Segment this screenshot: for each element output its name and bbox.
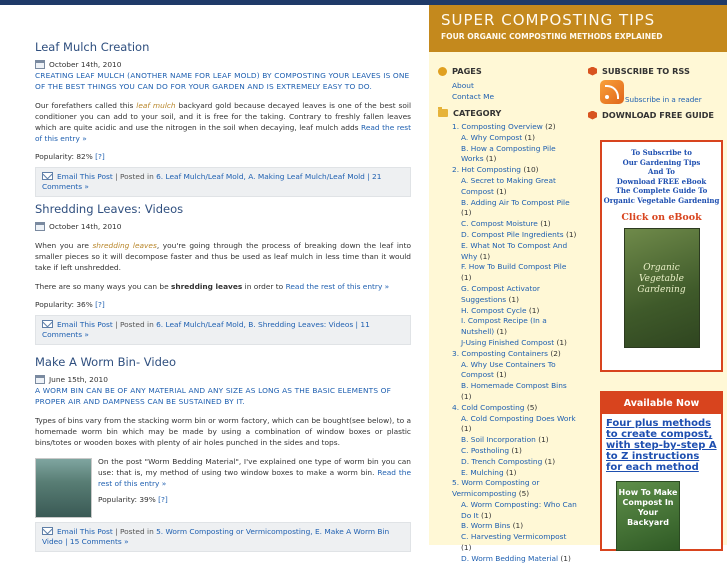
ebook-cover-image[interactable] [624,228,700,348]
popularity-text: Popularity: 36% [35,300,96,309]
category-count: (1) [496,370,507,380]
category-label[interactable]: B. Adding Air To Compost Pile [461,197,570,207]
category-item[interactable] [438,403,578,414]
category-item[interactable] [438,122,578,133]
popularity-help-link[interactable]: [?] [158,495,168,504]
download-bullet-icon [588,111,597,120]
category-item[interactable] [438,316,578,327]
category-label[interactable]: C. Harvesting Vermicompost [461,532,567,542]
category-item[interactable] [438,241,578,252]
post-paragraph [35,281,411,292]
category-count: (1) [556,337,567,347]
category-item[interactable] [438,360,578,371]
category-item[interactable] [438,338,578,349]
category-item[interactable] [438,500,578,511]
category-heading [438,108,578,118]
post-title[interactable]: Leaf Mulch Creation [35,40,150,54]
category-item[interactable] [438,208,578,219]
post-date [35,222,411,231]
category-item[interactable] [438,381,578,403]
category-links[interactable]: 5. Worm Composting or Vermicomposting, E. Make A Worm Bin Video [42,527,390,546]
post-worm-bin [35,355,411,552]
ebook-cta[interactable]: Click on eBook [621,212,702,223]
category-label[interactable]: 5. Worm Composting or [452,478,540,488]
category-label[interactable]: Do It [461,510,481,520]
category-label[interactable]: Compost [461,370,497,380]
category-label[interactable]: B. Soil Incorporation [461,435,539,445]
ebook-line: Our Gardening Tips [622,157,701,167]
category-label[interactable]: J-Using Finished Compost [461,337,557,347]
available-now-link[interactable]: Four plus methods to create compost, with step-by-step A to Z instructions for each method [606,418,717,473]
mail-icon [42,172,53,180]
category-count: (1) [461,208,472,218]
post-title[interactable]: Shredding Leaves: Videos [35,202,184,216]
category-item[interactable] [438,165,578,176]
post-shredding-leaves [35,202,411,345]
category-count: (1) [496,327,508,337]
category-label[interactable]: D. Worm Bedding Material [461,553,561,563]
category-count: (1) [461,391,472,401]
category-count: (1) [485,154,497,164]
category-label[interactable]: 3. Composting Containers [452,348,551,358]
popularity-help-link[interactable]: [?] [95,300,105,309]
category-item[interactable] [438,446,578,457]
post-date-text: October 14th, 2010 [49,60,122,69]
para-emphasis: leaf mulch [136,101,176,110]
category-item[interactable] [438,327,578,338]
category-item[interactable] [438,511,578,522]
category-links[interactable]: 6. Leaf Mulch/Leaf Mold, A. Making Leaf Mulch/Leaf Mold [156,172,365,181]
category-item[interactable] [438,468,578,479]
category-label[interactable]: 4. Cold Composting [452,402,527,412]
category-label[interactable]: B. How a Composting Pile [461,143,556,153]
category-item[interactable] [438,198,578,209]
category-list [438,122,578,565]
category-label[interactable]: C. Postholing [461,445,512,455]
category-count: (1) [544,456,556,466]
category-item[interactable] [438,521,578,532]
category-count: (2) [545,122,556,131]
pages-bullet-icon [438,67,447,76]
download-heading-text: DOWNLOAD FREE GUIDE [602,110,715,120]
ebook-cover-title: Organic Vegetable Gardening [637,263,686,295]
sidebar-right-column [588,66,724,124]
category-label[interactable]: A. Worm Composting: Who Can [461,499,577,509]
comments-link[interactable]: | 15 Comments » [62,537,129,546]
category-label[interactable]: Suggestions [461,294,509,304]
email-post-link[interactable]: Email This Post [57,172,113,181]
comments-link[interactable]: | 21 Comments » [42,172,382,191]
download-heading [588,110,724,120]
category-links[interactable]: 6. Leaf Mulch/Leaf Mold, B. Shredding Leaves: Videos [156,320,354,329]
category-label[interactable]: B. Worm Bins [461,521,513,531]
page-link-about[interactable]: About [452,81,474,90]
category-item[interactable] [438,262,578,273]
comments-link[interactable]: | 11 Comments » [42,320,370,339]
category-item[interactable] [438,424,578,435]
popularity-text: Popularity: 82% [35,152,96,161]
post-date [35,60,411,69]
category-label[interactable]: 2. Hot Composting [452,165,524,175]
post-media-block [35,456,411,522]
para-emphasis: shredding leaves [92,241,157,250]
sidebar [429,5,727,563]
category-item[interactable] [438,414,578,425]
category-count: (1) [565,229,577,239]
category-item[interactable] [438,478,578,489]
post-leaf-mulch [35,40,411,197]
category-item[interactable] [438,489,578,500]
category-label[interactable]: D. Trench Composting [461,456,545,466]
category-count: (1) [538,435,549,445]
posted-in-label: | Posted in [112,320,157,329]
category-label[interactable]: A. Why Compost [461,132,525,142]
para-text: in order to [242,282,286,291]
site-title[interactable]: SUPER COMPOSTING TIPS [441,11,656,29]
ebook-line: To Subscribe to [631,148,692,157]
category-count: (1) [496,186,507,196]
mail-icon [42,527,53,535]
rss-heading [588,66,724,76]
popularity-text: Popularity: 39% [98,495,159,504]
folder-icon [438,109,448,117]
ebook-line: The Complete Guide To [615,186,708,195]
ebook-promo[interactable] [600,140,723,372]
posted-in-label: | Posted in [112,172,157,181]
ebook-line: Organic Vegetable Gardening [603,195,720,205]
pages-list [438,80,578,102]
category-label[interactable]: Nutshell) [461,327,497,337]
compost-book-image[interactable] [616,481,680,551]
read-more-link[interactable]: Read the rest of this entry » [35,123,411,143]
category-count: (1) [511,445,522,455]
category-item[interactable] [438,306,578,317]
post-paragraph [35,100,411,144]
posted-in-label: | Posted in [112,527,157,536]
category-label[interactable]: Vermicomposting [452,489,519,499]
calendar-icon [35,375,45,384]
category-item[interactable] [438,187,578,198]
ebook-line: And To [648,167,675,176]
category-item[interactable] [438,370,578,381]
available-now-promo[interactable] [600,391,723,551]
category-count: (1) [481,510,492,520]
main-content [0,5,429,545]
para-text: On the post "Worm Bedding Material", I've explained one type of worm bin you can use: that is, my method of using two window boxes to make a worm bin. [98,457,411,477]
category-count: (5) [526,402,538,412]
post-title[interactable]: Make A Worm Bin- Video [35,355,176,369]
mail-icon [42,320,53,328]
rss-feed-icon[interactable] [600,80,624,104]
category-count: (1) [540,219,551,229]
category-label[interactable]: Works [461,154,486,164]
category-count: (1) [461,543,472,553]
para-text: Our forefathers called this [35,101,137,110]
post-meta [35,315,411,345]
page-link-contact[interactable]: Contact Me [452,92,495,101]
category-label[interactable]: B. Homemade Compost Bins [461,381,567,391]
post-meta [35,167,411,197]
compost-book-title: How To Make Compost In Your Backyard [618,488,678,527]
category-label[interactable]: C. Compost Moisture [461,219,541,229]
para-text: , you're going through the process of breaking down the leaf into smaller pieces so it will decompose faster and thus be used as leaf mulch in less time than it would take if left unshredded. [35,241,411,272]
category-count: (1) [512,521,524,531]
category-item[interactable] [438,144,578,155]
site-tagline: FOUR ORGANIC COMPOSTING METHODS EXPLAINED [441,32,663,41]
category-label[interactable]: G. Compost Activator [461,283,540,293]
post-lead: CREATING LEAF MULCH (ANOTHER NAME FOR LEAF MOLD) BY COMPOSTING YOUR LEAVES IS ONE OF THE BEST THINGS YOU CAN DO FOR YOUR GARDEN AND IS EXTREMELY EASY TO DO. [35,71,410,91]
ebook-line: Download FREE eBook [616,176,707,186]
post-meta [35,522,411,552]
para-text: When you are [35,241,93,250]
email-post-link[interactable]: Email This Post [57,527,113,536]
category-label[interactable]: I. Compost Recipe (In a [461,316,547,326]
category-item[interactable] [438,435,578,446]
calendar-icon [35,222,45,231]
rss-subscribe-link[interactable]: Subscribe in a reader [625,95,702,104]
category-item[interactable] [438,133,578,144]
worm-bin-thumbnail[interactable] [35,458,92,518]
read-more-link[interactable]: Read the rest of this entry » [98,468,411,488]
read-more-link[interactable]: Read the rest of this entry » [285,282,390,291]
popularity-help-link[interactable]: [?] [95,152,105,161]
category-count: (5) [518,489,530,499]
popularity [35,300,411,309]
category-label[interactable]: A. Secret to Making Great [461,175,556,185]
post-date [35,375,411,384]
category-label[interactable]: A. Cold Composting Does Work [461,413,576,423]
pages-heading [438,66,578,76]
category-item[interactable] [438,349,578,360]
category-label[interactable]: H. Compost Cycle [461,305,529,315]
category-item[interactable] [438,273,578,284]
category-label[interactable]: Compost [461,186,497,196]
category-count: (1) [461,273,472,283]
popularity [35,152,411,161]
category-count: (1) [508,294,519,304]
category-label[interactable]: 1. Composting Overview [452,122,546,131]
para-text: backyard gold because decayed leaves is one of the best soil conditioner you can add to your soil, and it is free for the taking. Contrary to freshly fallen leaves which are quite acidic and use the nitrogen in the soil when decaying, leaf mulch adds [35,101,412,132]
category-item[interactable] [438,230,578,241]
calendar-icon [35,60,45,69]
sidebar-left-column [438,66,578,565]
post-paragraph: Types of bins vary from the stacking worm bin or worm factory, which can be bought(see below), to a homemade worm bin which may be made by using a combination of window boxes or plastic bins/totes or wooden boxes with plenty of air holes punched in the sides and tops. [35,416,412,447]
category-heading-text: CATEGORY [453,108,502,118]
post-paragraph [35,240,411,273]
category-count: (1) [479,251,491,261]
category-item[interactable] [438,219,578,230]
category-label[interactable]: F. How To Build Compost Pile [461,262,567,272]
available-now-heading: Available Now [602,393,721,414]
category-label[interactable]: D. Compost Pile Ingredients [461,229,566,239]
category-label[interactable]: A. Why Use Containers To [461,359,556,369]
rss-heading-text: SUBSCRIBE TO RSS [602,66,690,76]
category-label[interactable]: Why [461,251,480,261]
para-bold: shredding leaves [170,282,243,291]
pages-heading-text: PAGES [452,66,482,76]
category-count: (10) [523,165,539,175]
category-count: (1) [506,467,517,477]
category-item[interactable] [438,252,578,263]
category-count: (1) [528,305,540,315]
category-item[interactable] [438,532,578,554]
post-date-text: October 14th, 2010 [49,222,122,231]
category-count: (1) [560,553,571,563]
category-label[interactable]: E. Mulching [461,467,507,477]
category-count: (2) [550,348,561,358]
para-text: There are so many ways you can be [35,282,171,291]
post-lead: A WORM BIN CAN BE OF ANY MATERIAL AND ANY SIZE AS LONG AS THE BASIC ELEMENTS OF PROPER AIR AND DAMPNESS CAN BE SUSTAINED BY IT. [35,386,392,406]
category-item[interactable] [438,284,578,295]
category-item[interactable] [438,154,578,165]
post-date-text: June 15th, 2010 [49,375,108,384]
category-count: (1) [461,424,472,434]
rss-bullet-icon [588,67,597,76]
category-item[interactable] [438,295,578,306]
category-count: (1) [524,132,536,142]
email-post-link[interactable]: Email This Post [57,320,113,329]
category-item[interactable] [438,457,578,468]
category-item[interactable] [438,176,578,187]
category-label[interactable]: E. What Not To Compost And [461,240,568,250]
rss-subscribe[interactable] [600,80,724,104]
site-header [429,5,727,52]
category-item[interactable] [438,554,578,565]
